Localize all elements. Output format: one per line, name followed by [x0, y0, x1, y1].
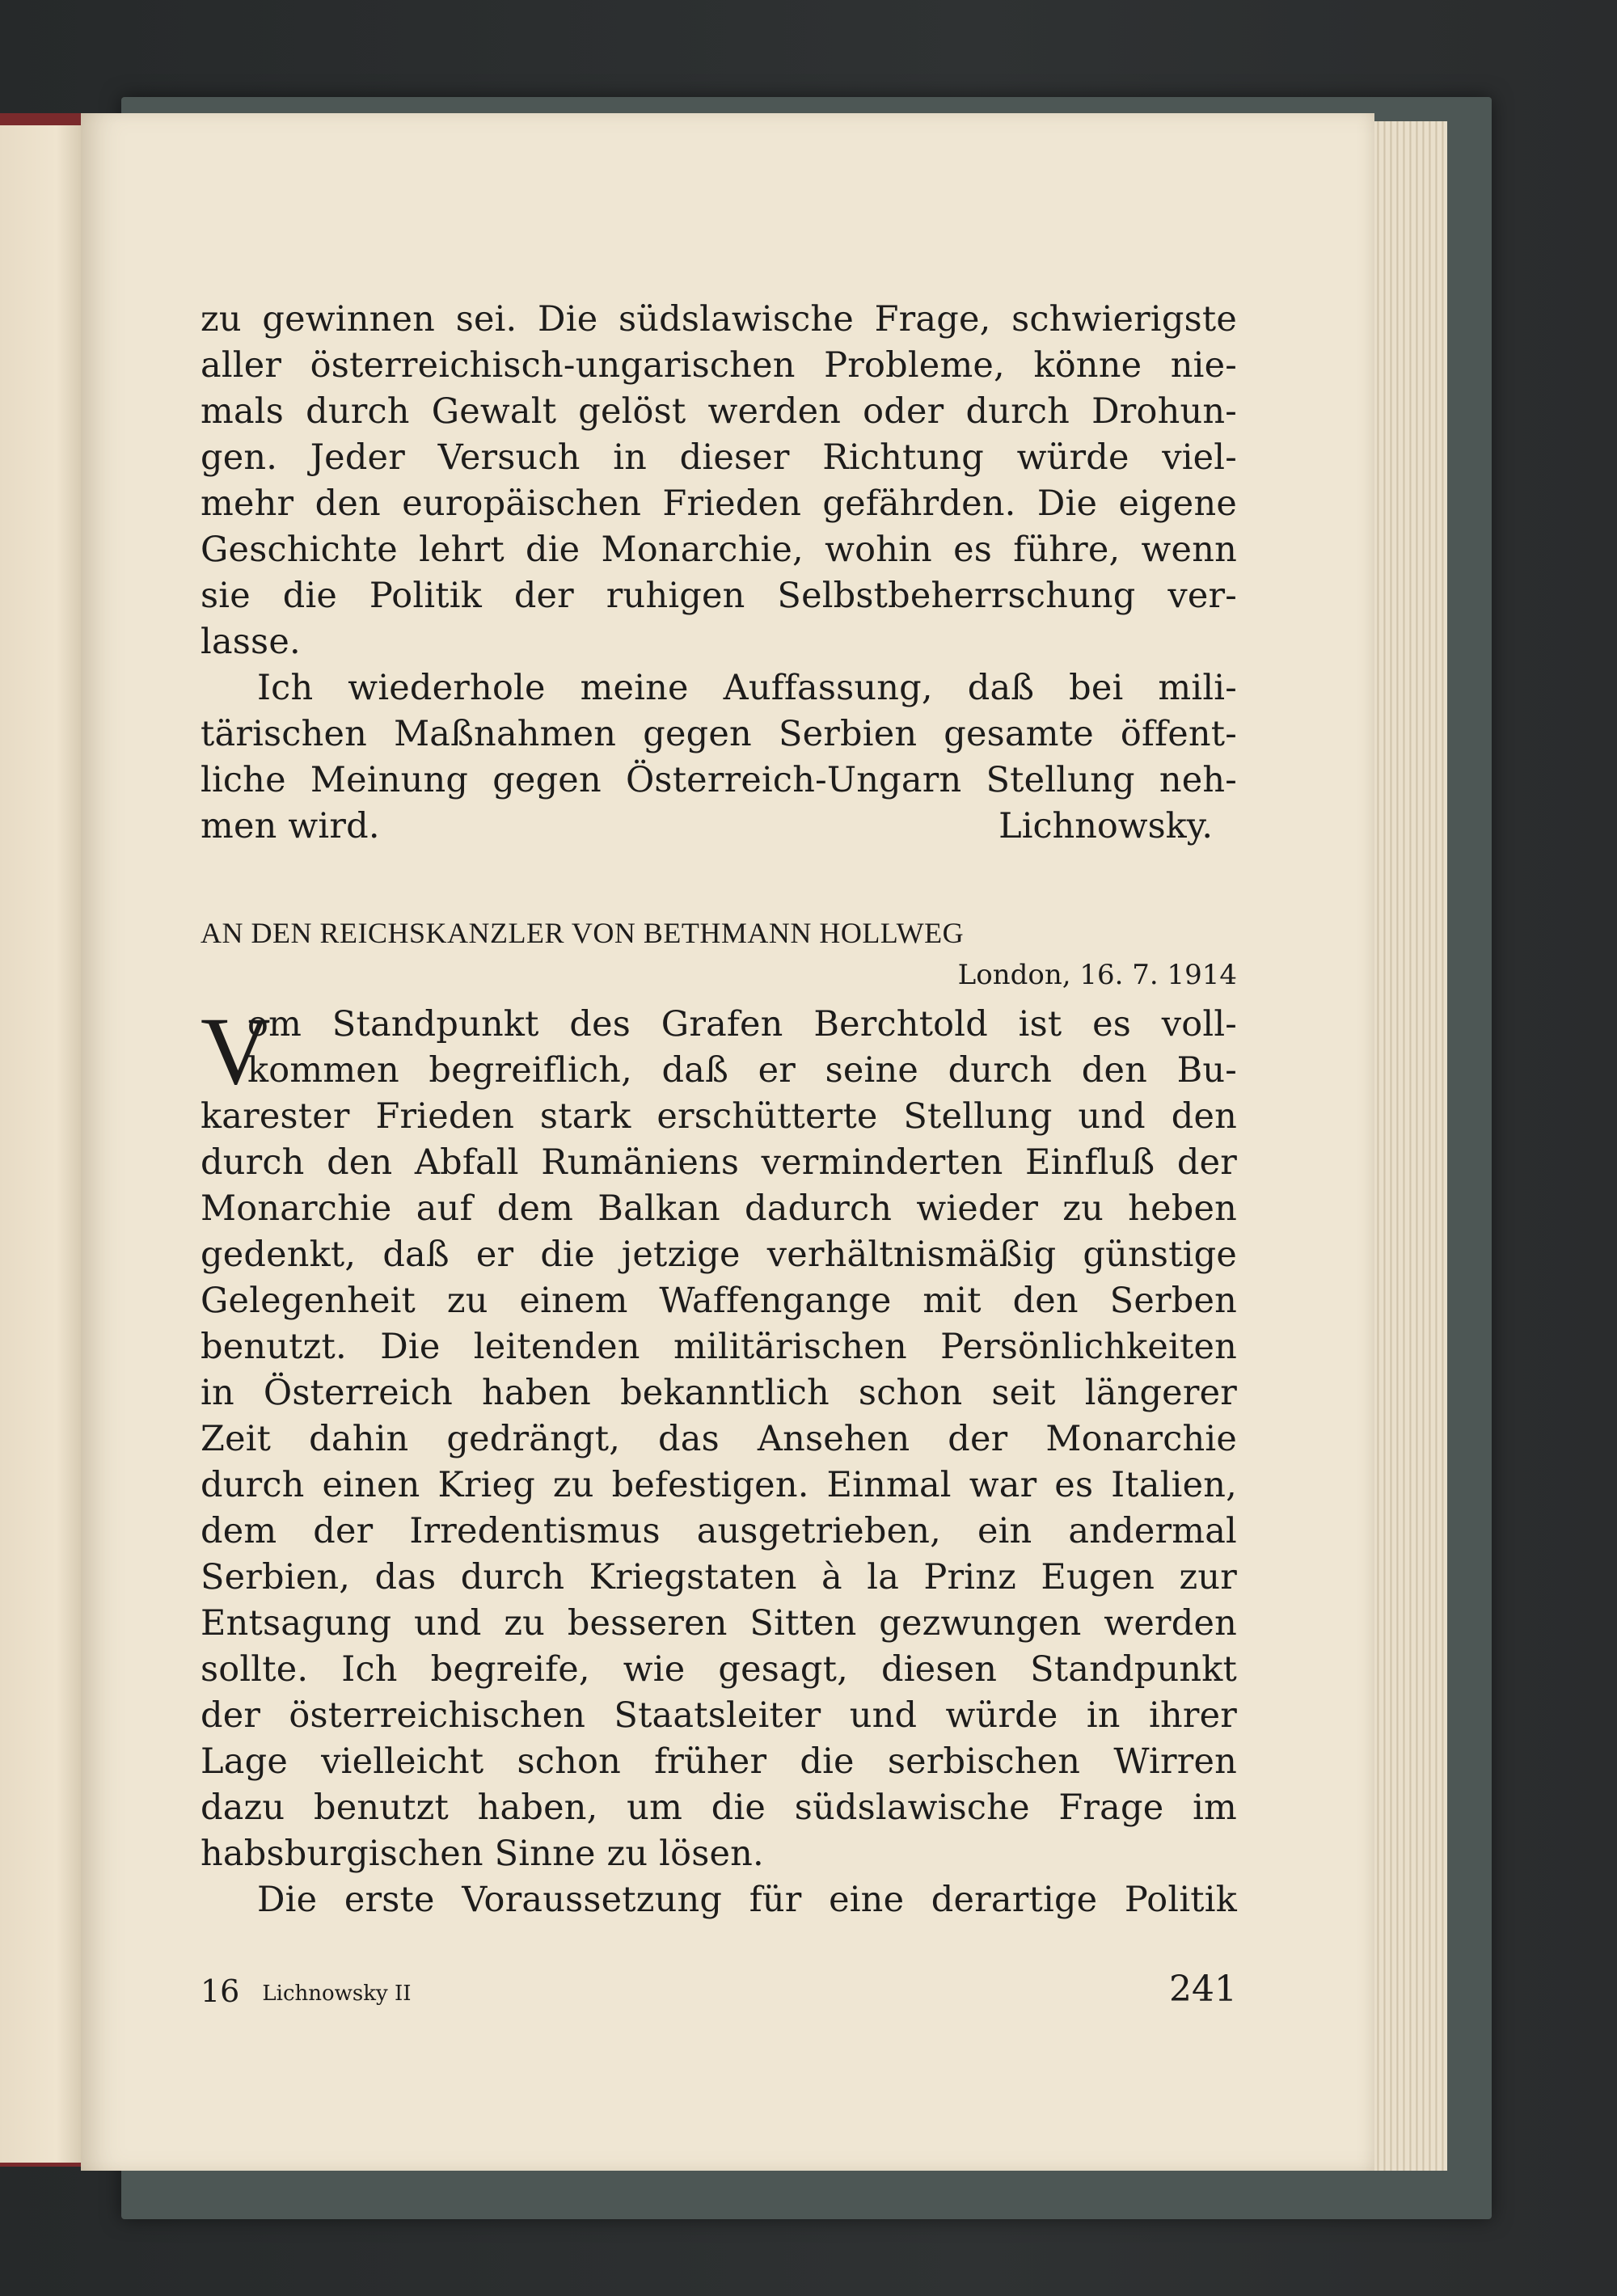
text-line: der österreichischen Staatsleiter und würde in ihrer [201, 1695, 1237, 1736]
left-page-sliver [0, 125, 81, 2163]
letter-signature: Lichnowsky. [998, 806, 1213, 846]
signature-mark: Lichnowsky II [262, 1982, 412, 2006]
text-line: benutzt. Die leitenden militärischen Persönlichkeiten [201, 1327, 1237, 1367]
dateline: London, 16. 7. 1914 [957, 959, 1237, 991]
page-edges [1366, 121, 1447, 2171]
text-line: gen. Jeder Versuch in dieser Richtung würde viel- [201, 437, 1237, 478]
sheet-number: 16 [201, 1973, 240, 2009]
text-line: Monarchie auf dem Balkan dadurch wieder zu heben [201, 1188, 1237, 1229]
text-line: Die erste Voraussetzung für eine derartige Politik [257, 1880, 1237, 1920]
text-line: Lage vielleicht schon früher die serbischen Wirren [201, 1741, 1237, 1782]
text-line: durch einen Krieg zu befestigen. Einmal war es Italien, [201, 1465, 1237, 1505]
text-line: durch den Abfall Rumäniens verminderten Einfluß der [201, 1142, 1237, 1183]
text-line: men wird. [201, 806, 380, 846]
text-line: dazu benutzt haben, um die südslawische Frage im [201, 1787, 1237, 1828]
text-line: Geschichte lehrt die Monarchie, wohin es führe, wenn [201, 530, 1237, 570]
text-line: liche Meinung gegen Österreich-Ungarn Stellung neh- [201, 760, 1237, 800]
text-line: sie die Politik der ruhigen Selbstbeherrschung ver- [201, 576, 1237, 616]
text-line: zu gewinnen sei. Die südslawische Frage, schwierigste [201, 299, 1237, 340]
text-line: tärischen Maßnahmen gegen Serbien gesamte öffent- [201, 714, 1237, 754]
text-line: Serbien, das durch Kriegstaten à la Prinz Eugen zur [201, 1557, 1237, 1597]
page-footer-left [201, 1971, 412, 2014]
text-line: sollte. Ich begreife, wie gesagt, diesen Standpunkt [201, 1649, 1237, 1690]
text-line: aller österreichisch-ungarischen Probleme, könne nie- [201, 345, 1237, 386]
text-line: karester Frieden stark erschütterte Stellung und den [201, 1096, 1237, 1137]
text-line: gedenkt, daß er die jetzige verhältnismäßig günstige [201, 1235, 1237, 1275]
book-page [81, 113, 1374, 2171]
text-line: kommen begreiflich, daß er seine durch den Bu- [247, 1050, 1237, 1091]
text-line: Ich wiederhole meine Auffassung, daß bei mili- [257, 668, 1237, 708]
text-line: Zeit dahin gedrängt, das Ansehen der Monarchie [201, 1419, 1237, 1459]
text-line: dem der Irredentismus ausgetrieben, ein andermal [201, 1511, 1237, 1551]
text-line: in Österreich haben bekanntlich schon seit längerer [201, 1373, 1237, 1413]
text-line: habsburgischen Sinne zu lösen. [201, 1834, 764, 1874]
text-line: om Standpunkt des Grafen Berchtold ist es voll- [247, 1004, 1237, 1045]
text-line: Entsagung und zu besseren Sitten gezwungen werden [201, 1603, 1237, 1644]
letter-heading: AN DEN REICHSKANZLER VON BETHMANN HOLLWEG [201, 917, 965, 949]
page-number: 241 [1169, 1969, 1237, 2010]
text-line: lasse. [201, 622, 301, 662]
text-line: mehr den europäischen Frieden gefährden. Die eigene [201, 483, 1237, 524]
text-line: mals durch Gewalt gelöst werden oder durch Drohun- [201, 391, 1237, 432]
text-line: Gelegenheit zu einem Waffengange mit den Serben [201, 1281, 1237, 1321]
drop-cap: V [201, 997, 271, 1104]
